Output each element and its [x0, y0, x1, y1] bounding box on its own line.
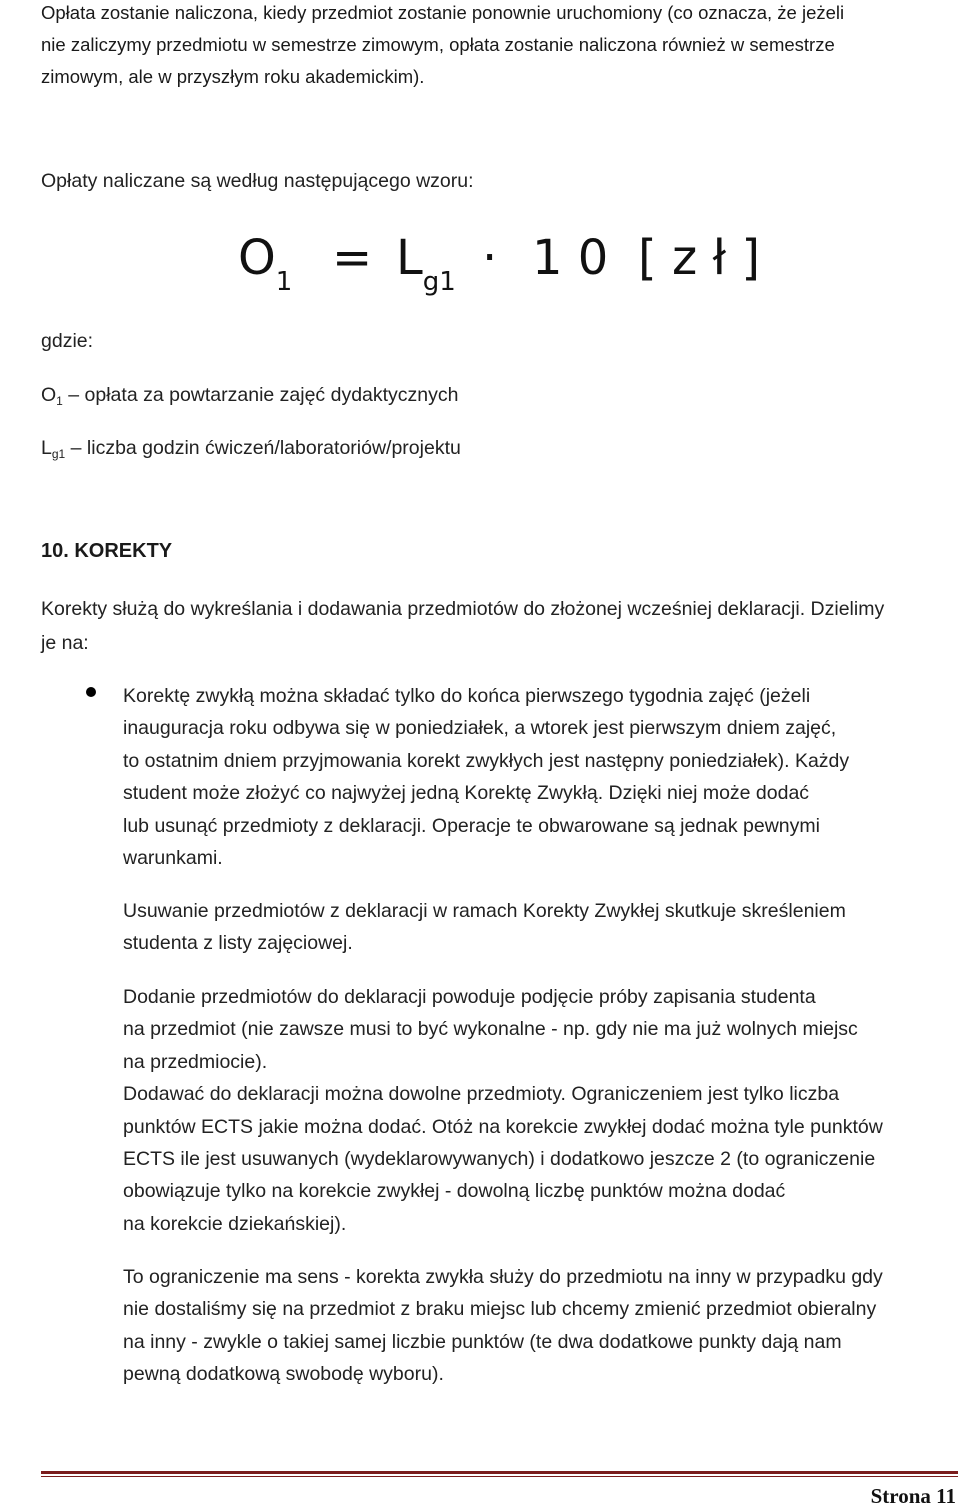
text-line: student może złożyć co najwyżej jedną Korektę Zwykłą. Dzięki niej może dodać — [123, 782, 810, 805]
text-line: To ograniczenie ma sens - korekta zwykła służy do przedmiotu na inny w przypadku gdy — [123, 1266, 883, 1288]
intro-line: zimowym, ale w przyszłym roku akademickim). — [41, 66, 425, 87]
formula-l: $L_{g1}$ — [396, 230, 456, 297]
bullet-icon — [86, 687, 96, 697]
text-line: Usuwanie przedmiotów z deklaracji w ramach Korekty Zwykłej skutkuje skreśleniem — [123, 900, 846, 922]
text-line: pewną dodatkową swobodę wyboru). — [123, 1363, 444, 1386]
definition-lg1: $L_{g1}$ – liczba godzin ćwiczeń/laboratoriów/projektu — [41, 437, 461, 461]
text-line: lub usunąć przedmioty z deklaracji. Operacje te obwarowane są jednak pewnymi — [123, 814, 820, 837]
text-line: Dodanie przedmiotów do deklaracji powoduje podjęcie próby zapisania studenta — [123, 986, 816, 1008]
footer-rule — [41, 1471, 958, 1474]
formula-unit: [ z ł ] — [638, 230, 761, 286]
text-line: studenta z listy zajęciowej. — [123, 932, 353, 955]
formula-intro: Opłaty naliczane są według następującego wzoru: — [41, 170, 474, 192]
text-line: na inny - zwykle o takiej samej liczbie punktów (te dwa dodatkowe punkty dają nam — [123, 1330, 842, 1353]
formula-o: $O_1$ — [238, 230, 293, 297]
section-intro-line: je na: — [41, 632, 89, 654]
intro-line: nie zaliczymy przedmiotu w semestrze zimowym, opłata zostanie naliczona również w semestrze — [41, 34, 835, 55]
text-line: Dodawać do deklaracji można dowolne przedmioty. Ograniczeniem jest tylko liczba — [123, 1083, 840, 1106]
where-label: gdzie: — [41, 330, 94, 352]
text-line: nie dostaliśmy się na przedmiot z braku miejsc lub chcemy zmienić przedmiot obieralny — [123, 1298, 877, 1321]
footer-rule-thin — [41, 1476, 958, 1477]
formula-equals: = — [332, 230, 373, 286]
section-intro-line: Korekty służą do wykreślania i dodawania przedmiotów do złożonej wcześniej deklaracji. Dzielimy — [41, 598, 885, 620]
intro-line: Opłata zostanie naliczona, kiedy przedmiot zostanie ponownie uruchomiony (co oznacza, że jeżeli — [41, 2, 845, 23]
definition-o1: $O_1$ – opłata za powtarzanie zajęć dydaktycznych — [41, 384, 459, 408]
text-line: na przedmiot (nie zawsze musi to być wykonalne - np. gdy nie ma już wolnych miejsc — [123, 1018, 858, 1041]
page-number: Strona 11 — [870, 1484, 956, 1508]
bullet-paragraph-2 — [123, 895, 933, 960]
bullet-paragraph-3 — [123, 981, 933, 1240]
bullet-paragraph-1 — [123, 680, 933, 874]
text-line: warunkami. — [123, 847, 223, 870]
formula-dot: · — [482, 230, 498, 286]
text-line: na przedmiocie). — [123, 1050, 268, 1073]
text-line: na korekcie dziekańskiej). — [123, 1212, 347, 1235]
text-line: Korektę zwykłą można składać tylko do końca pierwszego tygodnia zajęć (jeżeli — [123, 685, 811, 707]
text-line: punktów ECTS jakie można dodać. Otóż na korekcie zwykłej dodać można tyle punktów — [123, 1115, 883, 1138]
text-line: to ostatnim dniem przyjmowania korekt zwykłych jest następny poniedziałek). Każdy — [123, 749, 850, 772]
text-line: ECTS ile jest usuwanych (wydeklarowywanych) i dodatkowo jeszcze 2 (to ograniczenie — [123, 1148, 876, 1171]
text-line: obowiązuje tylko na korekcie zwykłej - dowolną liczbę punktów można dodać — [123, 1180, 786, 1203]
section-heading: 10. KOREKTY — [41, 540, 173, 562]
bullet-paragraph-4 — [123, 1261, 933, 1391]
formula-value: 1 0 — [532, 230, 609, 286]
text-line: inauguracja roku odbywa się w poniedziałek, a wtorek jest pierwszym dniem zajęć, — [123, 717, 837, 740]
intro-paragraph — [41, 0, 956, 89]
